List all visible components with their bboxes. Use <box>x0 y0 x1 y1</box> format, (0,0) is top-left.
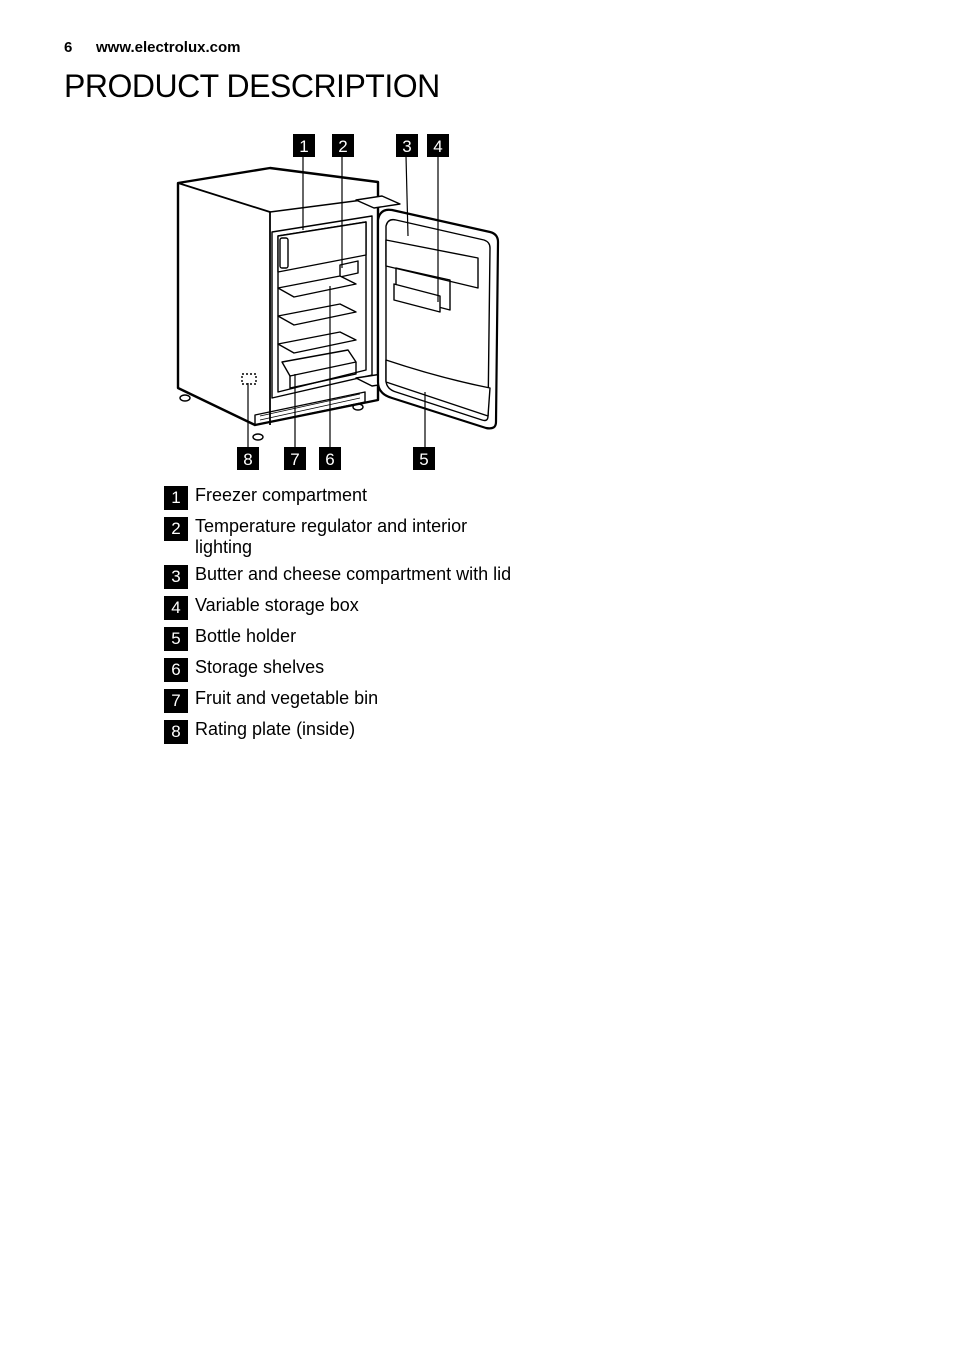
legend-number: 2 <box>164 517 188 541</box>
legend-text: Variable storage box <box>195 595 359 615</box>
legend-text: Bottle holder <box>195 626 297 646</box>
callout-1-label: 1 <box>299 137 309 156</box>
callout-3-label: 3 <box>402 137 412 156</box>
page-header <box>64 39 241 56</box>
legend-item <box>164 564 514 589</box>
legend-text: Fruit and vegetable bin <box>195 688 379 708</box>
legend-text: Temperature regulator and interior lighting <box>195 516 468 557</box>
site-url: www.electrolux.com <box>96 39 241 56</box>
legend-number: 7 <box>164 689 188 713</box>
callout-6-label: 6 <box>325 450 335 469</box>
fridge-illustration <box>160 130 520 475</box>
legend-item <box>164 688 514 713</box>
callout-4-label: 4 <box>433 137 443 156</box>
callout-2-label: 2 <box>338 137 348 156</box>
legend-item <box>164 485 514 510</box>
page-title: PRODUCT DESCRIPTION <box>64 68 440 104</box>
legend-number: 1 <box>164 486 188 510</box>
page-number: 6 <box>64 39 73 56</box>
legend-item <box>164 516 514 558</box>
legend-text: Rating plate (inside) <box>195 719 356 739</box>
legend-number: 4 <box>164 596 188 620</box>
legend-item <box>164 719 514 744</box>
callout-5-label: 5 <box>419 450 429 469</box>
legend-item <box>164 657 514 682</box>
legend-list <box>164 485 514 750</box>
legend-text: Butter and cheese compartment with lid <box>195 564 512 584</box>
legend-number: 3 <box>164 565 188 589</box>
legend-text: Freezer compartment <box>195 485 368 505</box>
fridge-diagram <box>160 130 520 475</box>
legend-number: 8 <box>164 720 188 744</box>
legend-number: 5 <box>164 627 188 651</box>
legend-item <box>164 595 514 620</box>
callout-8-label: 8 <box>243 450 253 469</box>
legend-item <box>164 626 514 651</box>
legend-text: Storage shelves <box>195 657 325 677</box>
callout-7-label: 7 <box>290 450 300 469</box>
legend-number: 6 <box>164 658 188 682</box>
